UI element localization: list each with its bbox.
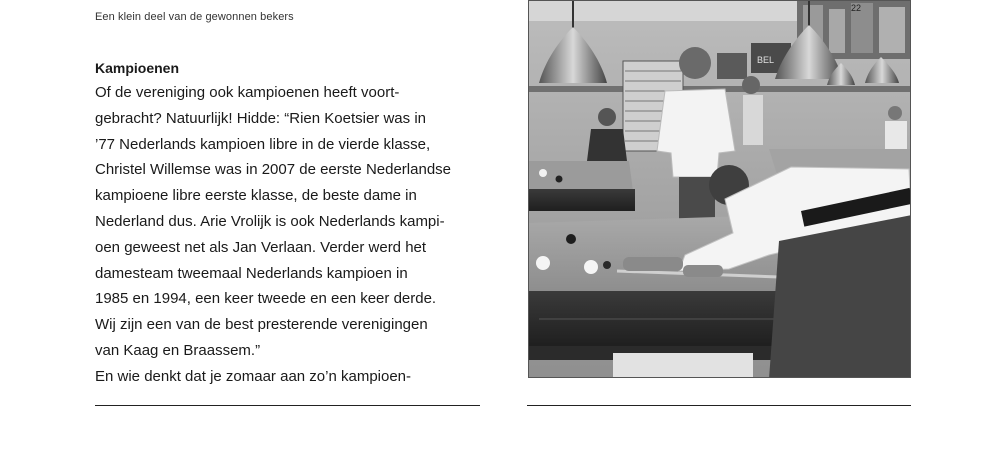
ball [566,234,576,244]
seated-man-head [598,108,616,126]
article-line: Of de vereniging ook kampioenen heeft voort- [95,84,400,101]
divider-right [527,405,911,406]
board-number: 22 [851,3,862,13]
trophy [879,7,905,53]
standing-man-head [679,47,711,79]
player-arm [623,257,683,271]
article-line: Nederland dus. Arie Vrolijk is ook Nederlands kampi- [95,212,445,230]
ball [603,261,611,269]
bystander-body [743,95,763,145]
poster [717,53,747,79]
bystander-head [742,76,760,94]
article-line: kampioene libre eerste klasse, de beste dame in [95,187,417,205]
article-line: Wij zijn een van de best presterende verenigingen [95,316,428,334]
boxes-under-table [613,353,753,378]
article-line: oen geweest net als Jan Verlaan. Verder werd het [95,238,427,256]
article-line: damesteam tweemaal Nederlands kampioen in [95,264,408,282]
sign-text: BEL [757,55,775,65]
trophy [829,9,845,53]
player-hand [683,265,723,277]
ball [536,256,550,270]
person-right-head [888,106,902,120]
back-table-rail [529,189,635,211]
billiards-photo [528,0,911,378]
divider-left [95,405,480,406]
ball [584,260,598,274]
article-section [95,56,485,390]
article-line: ’77 Nederlands kampioen libre in de vierde klasse, [95,135,431,153]
seated-man-body [587,129,627,161]
billiards-photo-illustration [529,1,911,378]
article-line: Christel Willemse was in 2007 de eerste Nederlandse [95,161,452,179]
article-line: gebracht? Natuurlijk! Hidde: “Rien Koetsier was in [95,109,426,127]
player-trousers [769,215,911,378]
article-line: 1985 en 1994, een keer tweede en een keer derde. [95,290,437,308]
photo-caption: Een klein deel van de gewonnen bekers [95,11,294,23]
ball [539,169,547,177]
ball [556,176,563,183]
article-line: van Kaag en Braassem.” [95,341,261,359]
article-line: En wie denkt dat je zomaar aan zo’n kampioen- [95,367,412,385]
section-heading: Kampioenen [95,60,180,76]
person-right-body [885,121,907,149]
